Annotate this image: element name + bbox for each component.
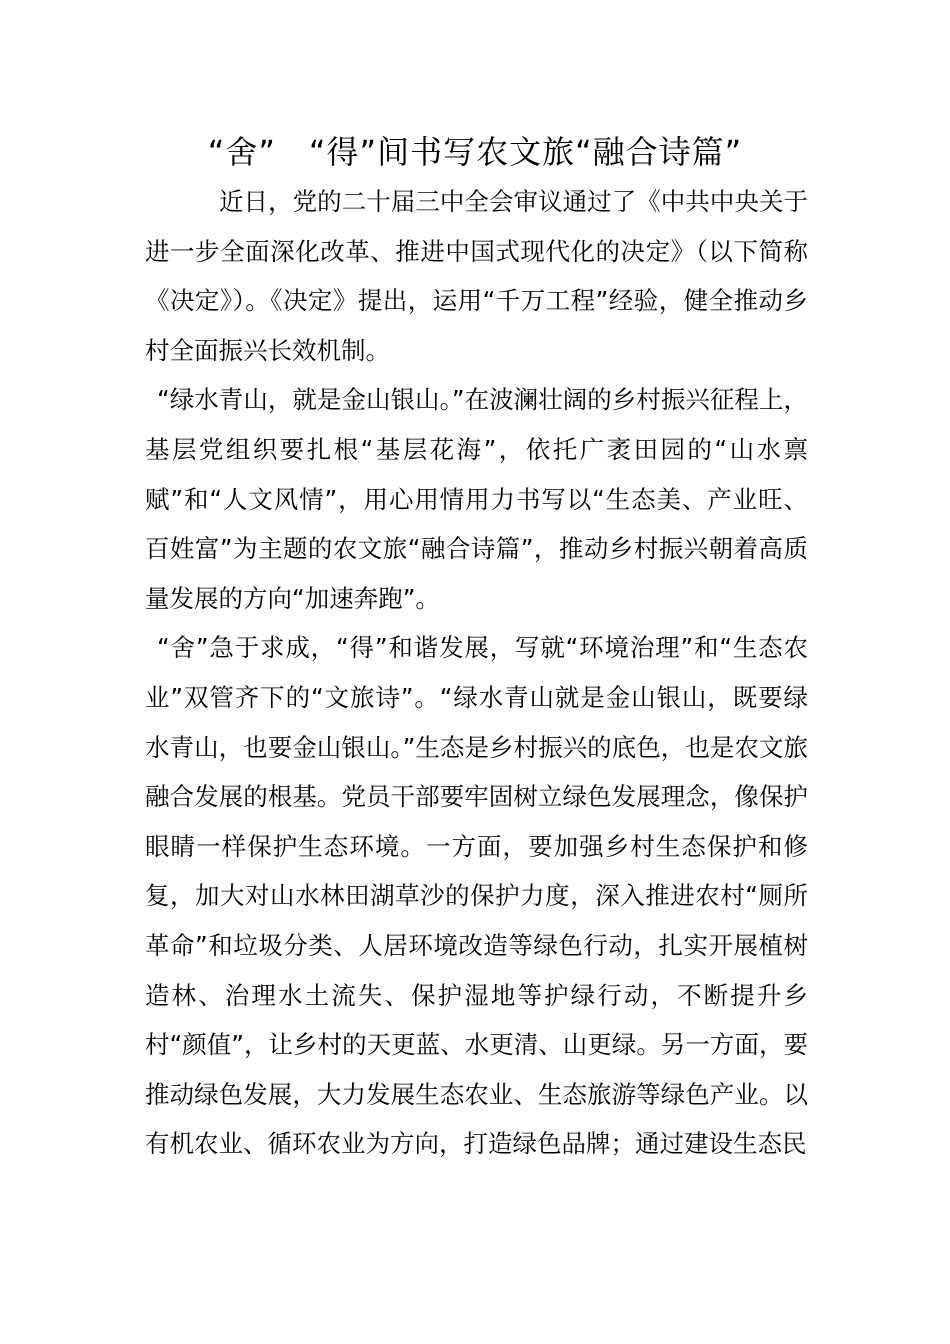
paragraph-3: “舍”急于求成，“得”和谐发展，写就“环境治理”和“生态农业”双管齐下的“文旅诗”。“绿水青山就是金山银山，既要绿水青山，也要金山银山。”生态是乡村振兴的底色，也是农文旅融合发展的根基。党员干部要牢固树立绿色发展理念，像保护眼睛一样保护生态环境。一方面，要加强乡村生态保护和修复，加大对山水林田湖草沙的保护力度，深入推进农村“厕所革命”和垃圾分类、人居环境改造等绿色行动，扎实开展植树造林、治理水土流失、保护湿地等护绿行动，不断提升乡村“颜值”，让乡村的天更蓝、水更清、山更绿。另一方面，要推动绿色发展，大力发展生态农业、生态旅游等绿色产业。以有机农业、循环农业为方向，打造绿色品牌；通过建设生态民 (145, 633, 808, 1159)
paragraph-1: 近日，党的二十届三中全会审议通过了《中共中央关于进一步全面深化改革、推进中国式现代化的决定》（以下简称《决定》）。《决定》提出，运用“千万工程”经验，健全推动乡村全面振兴长效机制。 (145, 187, 808, 365)
document-title: “舍” “得”间书写农文旅“融合诗篇” (207, 133, 743, 171)
document-body (145, 177, 808, 1169)
paragraph-2: “绿水青山，就是金山银山。”在波澜壮阔的乡村振兴征程上，基层党组织要扎根“基层花海”，依托广袤田园的“山水禀赋”和“人文风情”，用心用情用力书写以“生态美、产业旺、百姓富”为主题的农文旅“融合诗篇”，推动乡村振兴朝着高质量发展的方向“加速奔跑”。 (145, 385, 808, 613)
